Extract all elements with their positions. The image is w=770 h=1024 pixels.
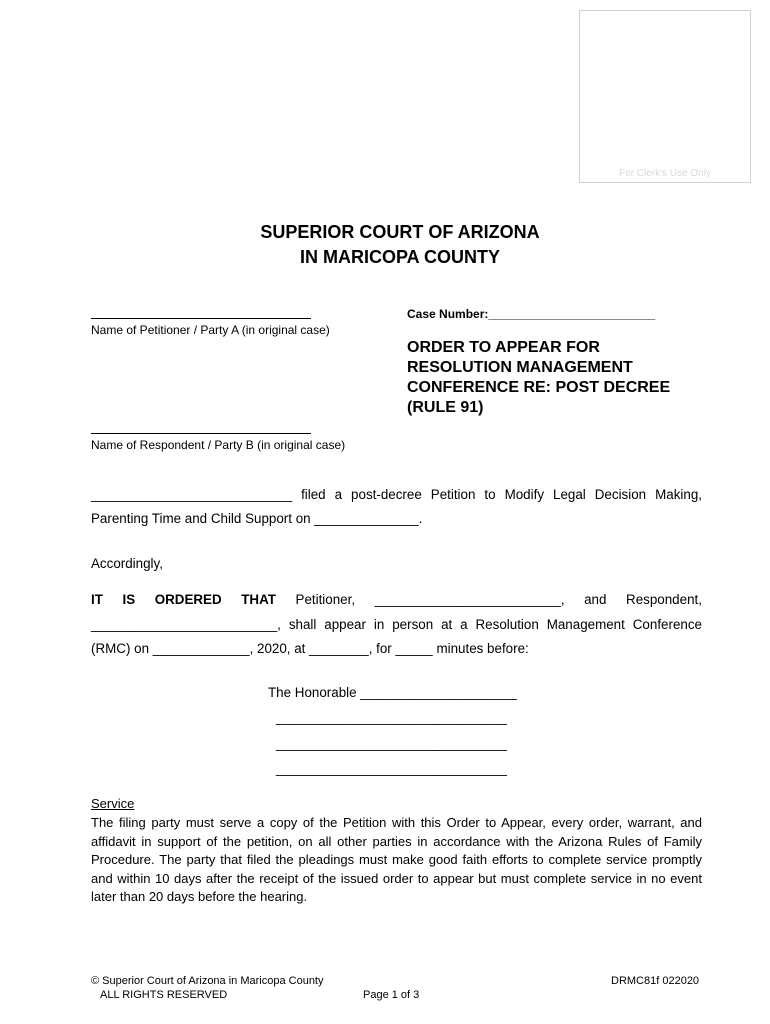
order-line3: (RMC) on _____________, 2020, at ________, for _____ minutes before: (91, 641, 529, 656)
service-heading: Service (91, 796, 135, 811)
judge-blank-line-1[interactable]: _______________________________ (276, 710, 507, 725)
service-text: The filing party must serve a copy of the Petition with this Order to Appear, every order, warrant, and affidavit in support of the petition, on all other parties in accordance with the Arizona Rules of Family Procedure. The party that filed the pleadings must make good faith efforts to complete service promptly and within 10 days after the receipt of the issued order to appear but must complete service in no event later than 20 days before the hearing. (91, 815, 702, 904)
honorable-line: The Honorable _____________________ (268, 685, 517, 700)
order-title-line4: (RULE 91) (407, 399, 484, 416)
case-number-field (407, 307, 655, 321)
petition-filed-line: ___________________________ filed a post-decree Petition to Modify Legal Decision Making, (91, 487, 702, 502)
footer-form-code: DRMC81f 022020 (611, 975, 700, 987)
order-title-line1: ORDER TO APPEAR FOR (407, 339, 600, 356)
order-line1 (91, 592, 702, 607)
order-title-line3: CONFERENCE RE: POST DECREE (407, 379, 671, 396)
petitioner-name-line[interactable] (91, 318, 311, 319)
respondent-caption: Name of Respondent / Party B (in original case) (91, 438, 346, 452)
petitioner-caption: Name of Petitioner / Party A (in original case) (91, 323, 330, 337)
court-title-line2: IN MARICOPA COUNTY (300, 247, 500, 267)
accordingly-text: Accordingly, (91, 556, 163, 571)
footer-rights: ALL RIGHTS RESERVED (100, 989, 228, 1001)
order-line1-rest: Petitioner, _________________________, and Respondent, (295, 592, 702, 607)
footer-copyright: © Superior Court of Arizona in Maricopa County (91, 975, 324, 987)
respondent-name-line[interactable] (91, 433, 311, 434)
case-number-label: Case Number: (407, 307, 489, 321)
order-title-line2: RESOLUTION MANAGEMENT (407, 359, 633, 376)
petition-date-line: Parenting Time and Child Support on ______________. (91, 511, 423, 526)
footer-page-number: Page 1 of 3 (363, 989, 420, 1001)
clerk-use-box (579, 10, 751, 183)
judge-blank-line-3[interactable]: _______________________________ (276, 761, 507, 776)
clerk-use-label: For Clerk's Use Only (619, 168, 711, 179)
court-title-line1: SUPERIOR COURT OF ARIZONA (260, 222, 540, 242)
judge-blank-line-2[interactable]: _______________________________ (276, 736, 507, 751)
case-number-blank[interactable]: _________________________ (488, 307, 656, 321)
order-title (407, 338, 727, 418)
it-is-ordered-that: IT IS ORDERED THAT (91, 592, 276, 607)
order-line2: _________________________, shall appear in person at a Resolution Management Conference (91, 617, 702, 632)
